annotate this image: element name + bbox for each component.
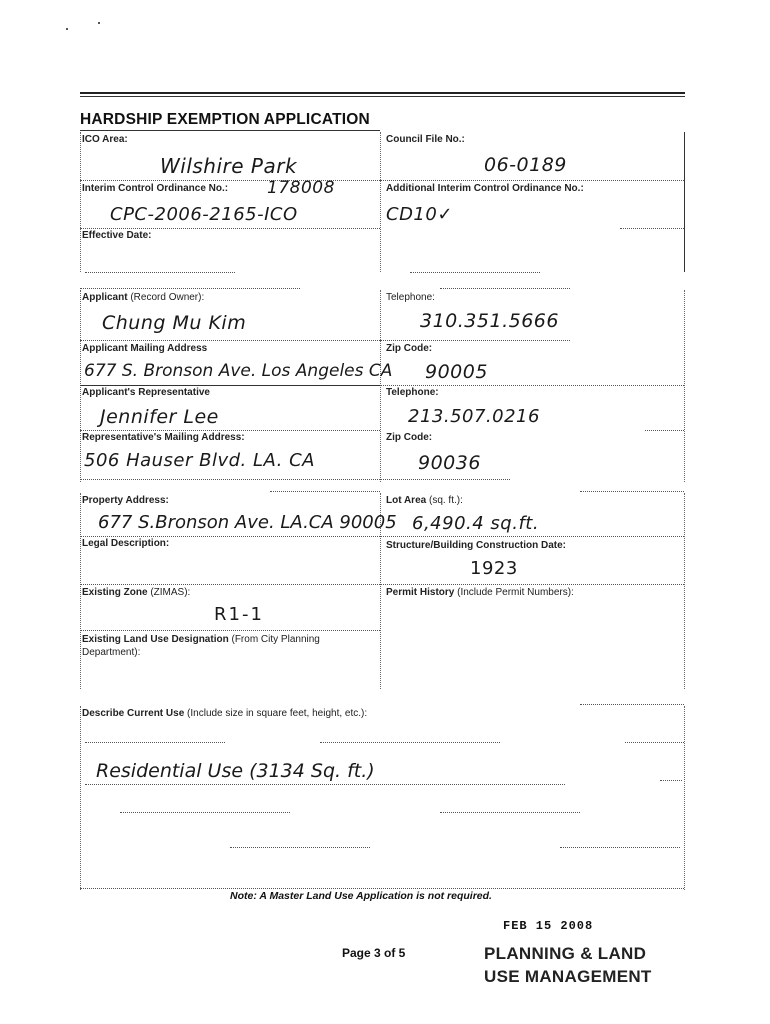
page-number: Page 3 of 5 bbox=[342, 946, 406, 960]
construction-date-label: Structure/Building Construction Date: bbox=[386, 540, 566, 551]
box-right-border bbox=[684, 706, 685, 890]
row-divider bbox=[80, 536, 380, 537]
scan-speck bbox=[66, 28, 68, 30]
write-line bbox=[440, 812, 580, 813]
permit-history-label: Permit History (Include Permit Numbers): bbox=[386, 587, 574, 598]
ico-area-value[interactable]: Wilshire Park bbox=[160, 154, 298, 178]
row-divider bbox=[80, 430, 380, 431]
box-left-border bbox=[80, 132, 81, 272]
write-line bbox=[85, 784, 565, 785]
representative-telephone-value[interactable]: 213.507.0216 bbox=[408, 406, 540, 427]
row-divider bbox=[380, 180, 684, 181]
applicant-telephone-label: Telephone: bbox=[386, 292, 435, 303]
write-line bbox=[625, 742, 684, 743]
applicant-value[interactable]: Chung Mu Kim bbox=[102, 312, 247, 334]
interim-ordinance-label: Interim Control Ordinance No.: bbox=[82, 183, 229, 194]
footer-note: Note: A Master Land Use Application is not required. bbox=[230, 890, 492, 902]
received-stamp-date: FEB 15 2008 bbox=[503, 919, 594, 933]
interim-ordinance-value[interactable]: CPC-2006-2165-ICO bbox=[110, 204, 298, 225]
write-line bbox=[85, 742, 225, 743]
construction-date-value[interactable]: 1923 bbox=[470, 558, 518, 579]
box-left-border bbox=[80, 493, 81, 689]
section-top bbox=[80, 288, 300, 289]
existing-zone-label: Existing Zone (ZIMAS): bbox=[82, 587, 191, 598]
form-title: HARDSHIP EXEMPTION APPLICATION bbox=[80, 111, 370, 128]
box-left-border bbox=[80, 290, 81, 482]
box-mid-border bbox=[380, 132, 381, 272]
representative-telephone-label: Telephone: bbox=[386, 387, 439, 398]
row-divider bbox=[80, 228, 380, 229]
row-divider bbox=[620, 228, 684, 229]
write-line bbox=[560, 847, 680, 848]
representative-zip-value[interactable]: 90036 bbox=[418, 452, 481, 474]
box-right-border bbox=[684, 493, 685, 689]
additional-ordinance-label: Additional Interim Control Ordinance No.: bbox=[386, 183, 584, 194]
effective-date-label: Effective Date: bbox=[82, 230, 152, 241]
row-divider bbox=[85, 272, 235, 273]
row-divider bbox=[80, 584, 380, 585]
land-use-label-line2: Department): bbox=[82, 647, 141, 658]
row-divider bbox=[80, 340, 380, 341]
section-top bbox=[580, 491, 684, 492]
row-divider bbox=[380, 340, 570, 341]
scan-speck bbox=[98, 22, 100, 24]
section-top bbox=[440, 288, 570, 289]
applicant-address-label: Applicant Mailing Address bbox=[82, 343, 208, 354]
row-divider bbox=[80, 180, 380, 181]
top-rule-thin bbox=[80, 96, 685, 97]
current-use-value[interactable]: Residential Use (3134 Sq. ft.) bbox=[96, 760, 375, 782]
council-file-value[interactable]: 06-0189 bbox=[484, 154, 567, 176]
land-use-label: Existing Land Use Designation (From City Planning bbox=[82, 634, 320, 645]
applicant-telephone-value[interactable]: 310.351.5666 bbox=[420, 310, 559, 332]
top-rule bbox=[80, 92, 685, 94]
row-divider bbox=[380, 584, 684, 585]
representative-value[interactable]: Jennifer Lee bbox=[100, 406, 219, 428]
interim-ordinance-number[interactable]: 178008 bbox=[267, 178, 335, 198]
lot-area-value[interactable]: 6,490.4 sq.ft. bbox=[412, 513, 540, 534]
row-divider bbox=[645, 430, 684, 431]
section-top bbox=[580, 704, 684, 705]
write-line bbox=[660, 780, 682, 781]
received-stamp-line1: PLANNING & LAND bbox=[484, 944, 647, 963]
row-divider bbox=[80, 479, 380, 480]
row-divider bbox=[380, 385, 684, 386]
write-line bbox=[120, 812, 290, 813]
box-mid-border bbox=[380, 290, 381, 482]
representative-address-value[interactable]: 506 Hauser Blvd. LA. CA bbox=[84, 450, 315, 471]
property-address-label: Property Address: bbox=[82, 495, 169, 506]
write-line bbox=[320, 742, 500, 743]
representative-address-label: Representative's Mailing Address: bbox=[82, 432, 245, 443]
applicant-zip-label: Zip Code: bbox=[386, 343, 433, 354]
section-top bbox=[270, 491, 380, 492]
council-file-label: Council File No.: bbox=[386, 134, 465, 145]
box-right-border bbox=[684, 290, 685, 482]
box-left-border bbox=[80, 706, 81, 890]
received-stamp-line2: USE MANAGEMENT bbox=[484, 967, 652, 986]
property-address-value[interactable]: 677 S.Bronson Ave. LA.CA 90005 bbox=[98, 512, 397, 533]
row-divider bbox=[80, 630, 380, 631]
additional-ordinance-value[interactable]: CD10✓ bbox=[386, 204, 453, 225]
lot-area-label: Lot Area (sq. ft.): bbox=[386, 495, 463, 506]
section-bottom bbox=[80, 888, 684, 889]
representative-label: Applicant's Representative bbox=[82, 387, 210, 398]
applicant-address-value[interactable]: 677 S. Bronson Ave. Los Angeles CA bbox=[84, 361, 393, 381]
current-use-label: Describe Current Use (Include size in square feet, height, etc.): bbox=[82, 708, 368, 719]
write-line bbox=[230, 847, 370, 848]
existing-zone-value[interactable]: R1-1 bbox=[214, 604, 264, 625]
row-divider bbox=[80, 385, 380, 386]
ico-area-label: ICO Area: bbox=[82, 134, 128, 145]
applicant-label: Applicant (Record Owner): bbox=[82, 292, 205, 303]
legal-description-label: Legal Description: bbox=[82, 538, 170, 549]
applicant-zip-value[interactable]: 90005 bbox=[425, 361, 488, 383]
row-divider bbox=[380, 536, 684, 537]
title-underline bbox=[80, 130, 380, 131]
row-divider bbox=[380, 479, 510, 480]
representative-zip-label: Zip Code: bbox=[386, 432, 433, 443]
row-divider bbox=[410, 272, 540, 273]
box-right-border bbox=[684, 132, 685, 272]
